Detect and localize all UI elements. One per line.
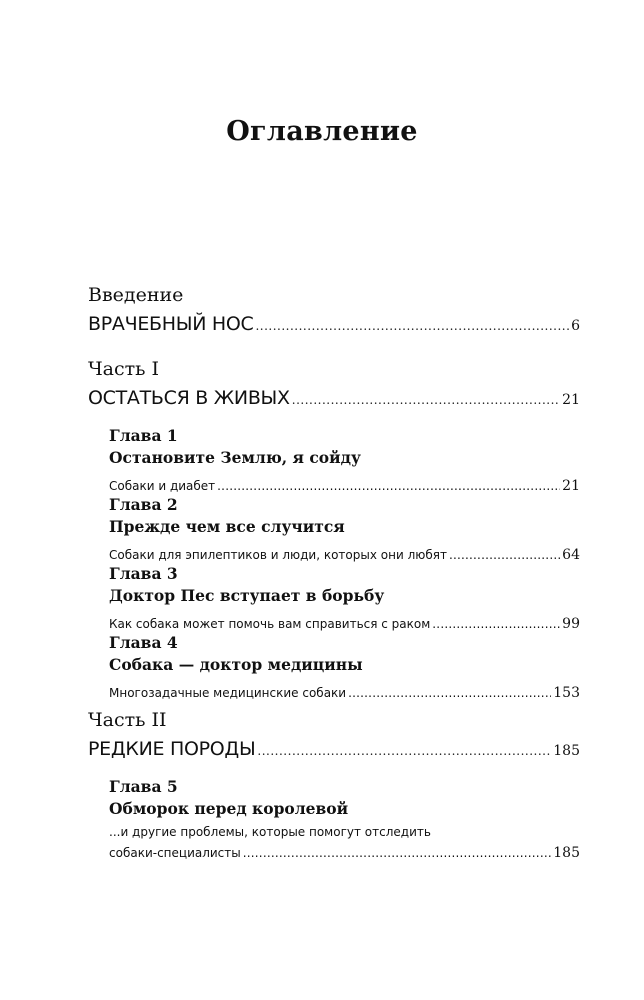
chapter-number: Глава 2	[109, 495, 178, 514]
chapter-title: Доктор Пес вступает в борьбу	[109, 586, 385, 605]
dot-leader	[432, 617, 560, 631]
toc-chapter-2[interactable]	[109, 494, 580, 563]
page-number: 185	[553, 845, 580, 861]
part1-label: Часть I	[88, 358, 160, 380]
page-number: 185	[553, 743, 580, 759]
part2-section	[88, 708, 580, 760]
chapter-subtitle-row	[109, 478, 580, 494]
toc-entry-part1[interactable]	[88, 387, 580, 409]
page-number: 153	[553, 685, 580, 701]
part1-section	[88, 357, 580, 409]
chapter-subtitle-cont: собаки-специалисты	[109, 846, 241, 860]
toc-chapter-3[interactable]	[109, 563, 580, 632]
dot-leader	[292, 393, 560, 407]
entry-title: ВРАЧЕБНЫЙ НОС	[88, 313, 254, 335]
page-number: 99	[562, 616, 580, 632]
toc-chapter-4[interactable]	[109, 632, 580, 701]
intro-section	[88, 283, 580, 335]
chapter-subtitle: ...и другие проблемы, которые помогут отследить	[109, 825, 431, 839]
toc-entry-part2[interactable]	[88, 738, 580, 760]
intro-label: Введение	[88, 284, 184, 306]
entry-title: ОСТАТЬСЯ В ЖИВЫХ	[88, 387, 290, 409]
chapter-subtitle: Собаки и диабет	[109, 479, 216, 493]
chapter-subtitle: Многозадачные медицинские собаки	[109, 686, 347, 700]
chapter-number: Глава 3	[109, 564, 178, 583]
page-number: 21	[562, 478, 580, 494]
chapter-subtitle: Как собака может помочь вам справиться с раком	[109, 617, 431, 631]
chapter-subtitle-row	[109, 845, 580, 861]
toc-chapter-1[interactable]	[109, 425, 580, 494]
page-number: 64	[562, 547, 580, 563]
dot-leader	[348, 686, 551, 700]
dot-leader	[449, 548, 560, 562]
page-title: Оглавление	[226, 116, 418, 147]
entry-title: РЕДКИЕ ПОРОДЫ	[88, 738, 256, 760]
toc-chapter-5[interactable]	[109, 776, 580, 861]
chapter-title: Обморок перед королевой	[109, 799, 349, 818]
chapter-title: Собака — доктор медицины	[109, 655, 363, 674]
chapter-subtitle: Собаки для эпилептиков и люди, которых они любят	[109, 548, 447, 562]
part2-label: Часть II	[88, 709, 167, 731]
page-number: 6	[571, 318, 580, 334]
chapter-title: Остановите Землю, я сойду	[109, 448, 361, 467]
chapter-subtitle-row	[109, 616, 580, 632]
chapter-title: Прежде чем все случится	[109, 517, 345, 536]
chapter-number: Глава 1	[109, 426, 178, 445]
chapter-subtitle-row	[109, 685, 580, 701]
chapter-number: Глава 5	[109, 777, 178, 796]
page-number: 21	[562, 392, 580, 408]
dot-leader	[255, 319, 569, 333]
toc-entry-intro[interactable]	[88, 313, 580, 335]
chapter-subtitle-row	[109, 547, 580, 563]
dot-leader	[257, 744, 551, 758]
dot-leader	[217, 479, 560, 493]
chapter-number: Глава 4	[109, 633, 178, 652]
dot-leader	[243, 846, 552, 860]
